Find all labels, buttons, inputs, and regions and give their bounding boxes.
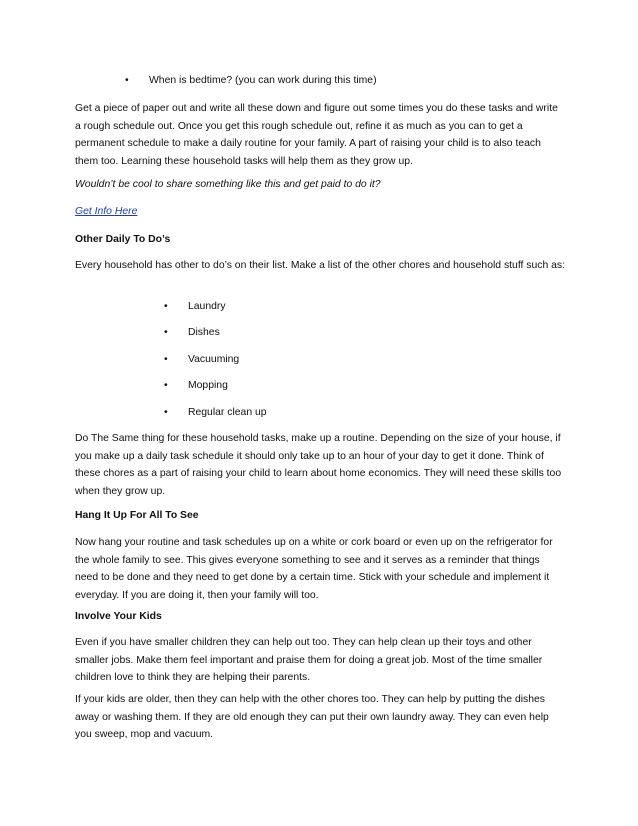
paragraph-routine: Do The Same thing for these household tasks, make up a routine. Depending on the size of your house, if you make up a daily task schedule it should only take up to an hour of your day to get it done. Think of these chores as a part of raising your child to learn about home economics. They will need these skills too when they grow up. xyxy=(75,433,562,497)
list-item-text: Vacuuming xyxy=(188,354,240,365)
get-info-link[interactable]: Get Info Here xyxy=(75,206,138,217)
list-item-text: Dishes xyxy=(188,327,220,338)
bullet-item-bedtime xyxy=(125,72,377,90)
bullet-icon: • xyxy=(164,407,168,418)
paragraph-small-children: Even if you have smaller children they can help out too. They can help clean up their toys and other smaller jobs. Make them feel important and praise them for doing a great job. Most of the time smaller children love to think they are helping their parents. xyxy=(75,637,543,684)
bullet-text: When is bedtime? (you can work during this time) xyxy=(149,75,377,86)
get-info-link-line xyxy=(75,203,565,221)
promo-text: Wouldn’t be cool to share something like this and get paid to do it? xyxy=(75,179,381,190)
heading-other-daily: Other Daily To Do’s xyxy=(75,234,171,245)
paragraph-other-todos: Every household has other to do’s on their list. Make a list of the other chores and household stuff such as: xyxy=(75,260,565,271)
list-item-vacuuming xyxy=(164,351,240,369)
list-item-regular-clean-up xyxy=(164,404,267,422)
paragraph-schedule: Get a piece of paper out and write all these down and figure out some times you do these tasks and write a rough schedule out. Once you get this rough schedule out, refine it as much as you can to get a permanent schedule to make a daily routine for your family. A part of raising your child is to also teach them too. Learning these household tasks will help them as they grow up. xyxy=(75,103,558,167)
bullet-icon: • xyxy=(125,75,129,86)
bullet-icon: • xyxy=(164,301,168,312)
list-item-text: Mopping xyxy=(188,380,228,391)
list-item-laundry xyxy=(164,298,226,316)
list-item-text: Laundry xyxy=(188,301,226,312)
list-item-mopping xyxy=(164,377,228,395)
paragraph-hang-it-up: Now hang your routine and task schedules up on a white or cork board or even up on the refrigerator for the whole family to see. This gives everyone something to see and it serves as a reminder that things need to be done and they need to get done by a certain time. Stick with your schedule and implement it everyday. If you are doing it, then your family will too. xyxy=(75,537,553,601)
heading-involve-kids: Involve Your Kids xyxy=(75,611,162,622)
bullet-icon: • xyxy=(164,327,168,338)
list-item-text: Regular clean up xyxy=(188,407,267,418)
list-item-dishes xyxy=(164,324,220,342)
heading-hang-it-up: Hang It Up For All To See xyxy=(75,510,199,521)
bullet-icon: • xyxy=(164,354,168,365)
paragraph-older-kids: If your kids are older, then they can help with the other chores too. They can help by putting the dishes away or washing them. If they are old enough they can put their own laundry away. They can even help you sweep, mop and vacuum. xyxy=(75,694,549,741)
bullet-icon: • xyxy=(164,380,168,391)
